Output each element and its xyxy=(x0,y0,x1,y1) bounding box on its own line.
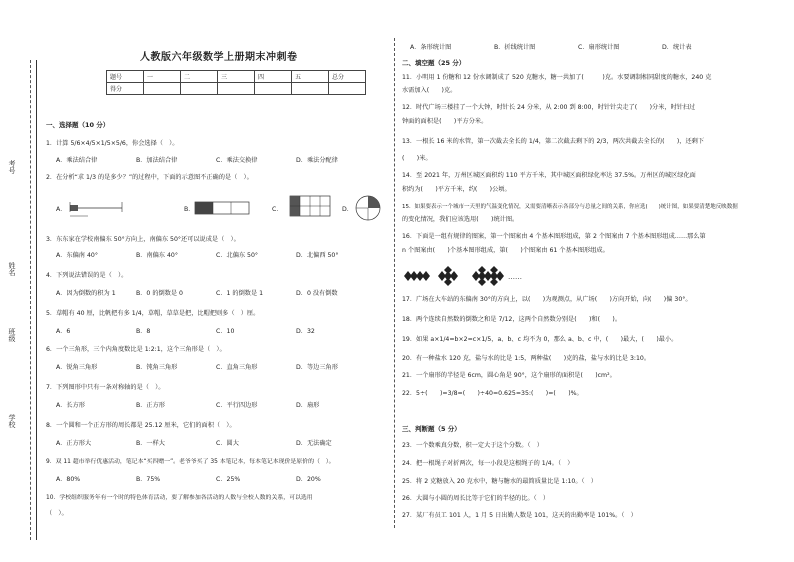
q3-options xyxy=(56,252,386,260)
question-5: 5．草帽有 40 厘，比帆把有多 1/4，草帽，草草是把，比帽把则多（ ）厘。 xyxy=(46,310,260,317)
q1-option-d[interactable]: D．乘法分配律 xyxy=(296,157,338,164)
question-8: 8．一个圆和一个正方形的周长都是 25.12 厘米，它们的面积（ ）。 xyxy=(46,422,236,429)
q4-options xyxy=(56,290,386,298)
q5-option-c[interactable]: C．10 xyxy=(216,328,235,335)
score-cell: 总分 xyxy=(329,71,366,83)
q9-option-d[interactable]: D．20% xyxy=(296,476,321,483)
q1-option-a[interactable]: A．乘法结合律 xyxy=(56,157,98,164)
q4-option-a[interactable]: A．因为倒数的积为 1 xyxy=(56,290,116,297)
q8-options xyxy=(56,440,386,448)
question-12: 12．时代广场三楼挂了一个大钟，时针长 24 分米，从 2:00 到 8:00，时针针尖走了( )分米，时针扫过 xyxy=(402,104,696,111)
q10-option-c[interactable]: C．扇形统计图 xyxy=(578,44,620,51)
q9-options xyxy=(56,476,386,484)
q1-option-b[interactable]: B．加法结合律 xyxy=(136,157,178,164)
question-27: 27．某厂有员工 101 人，1 月 5 日出勤人数是 101，这天的出勤率是 101%。（ ） xyxy=(402,512,637,519)
section-heading-judge: 三、判断题（5 分） xyxy=(402,425,461,433)
q2-option-a[interactable]: A． xyxy=(56,206,67,213)
q4-option-b[interactable]: B．0 的倒数是 0 xyxy=(136,290,183,297)
question-20: 20．有一种盐水 120 克，盐与水的比是 1:5，两种盐( )克的盐，盐与水的比是 3:10。 xyxy=(402,355,651,362)
q9-option-c[interactable]: C．25% xyxy=(216,476,241,483)
question-6: 6．一个三角形，三个内角度数比是 1:2:1，这个三角形是（ ）。 xyxy=(46,346,226,353)
question-23: 23．一个数乘真分数，积一定大于这个分数。（ ） xyxy=(402,442,543,449)
section-heading-choice: 一、选择题（10 分） xyxy=(46,121,110,129)
question-26: 26．大圆与小圆的周长比等于它们的半径的比。（ ） xyxy=(402,495,550,502)
binding-dashed-line xyxy=(30,60,31,540)
q7-option-a[interactable]: A．长方形 xyxy=(56,402,85,409)
question-21: 21．一个扇形的半径是 6cm，圆心角是 90°，这个扇形的面积是( )cm²。 xyxy=(402,372,616,379)
q5-option-b[interactable]: B．8 xyxy=(136,328,151,335)
q8-option-d[interactable]: D．无法确定 xyxy=(296,440,332,447)
question-12-cont: 钟面的面积是( )平方分米。 xyxy=(402,118,488,125)
q4-option-c[interactable]: C．1 的倒数是 1 xyxy=(216,290,264,297)
question-4: 4．下列说法错误的是（ ）。 xyxy=(46,272,128,279)
q10-option-b[interactable]: B．折线统计图 xyxy=(494,44,536,51)
score-cell: 二 xyxy=(181,71,218,83)
q2-figure-a xyxy=(68,196,124,222)
question-1: 1．计算 5/6×4/5×1/5×5/6，你会选择（ ）。 xyxy=(46,140,179,147)
q10-options xyxy=(410,44,780,52)
score-cell: 得分 xyxy=(107,83,144,95)
question-9: 9．双 11 超市举行优惠活动，笔记本“买四赠一”。老爷爷买了 35 本笔记本，每本笔记本现价是原价的（ ）。 xyxy=(46,459,335,465)
question-16-cont: n 个图案由( )个基本图形组成，第( )个图案由 61 个基本图形组成。 xyxy=(402,247,609,254)
column-divider xyxy=(394,38,395,528)
question-15-cont: 的变化情况，我们应该选用( )统计图。 xyxy=(402,216,519,223)
score-cell: 四 xyxy=(255,71,292,83)
q9-option-a[interactable]: A．80% xyxy=(56,476,81,483)
score-input-cell[interactable] xyxy=(292,83,329,95)
question-19: 19．如果 a×1/4=b×2=c×1/5，a、b、c 均不为 0，那么 a、b、c 中，( )最大，( )最小。 xyxy=(402,336,678,343)
q3-option-c[interactable]: C．北偏东 50° xyxy=(216,252,259,259)
score-input-cell[interactable] xyxy=(255,83,292,95)
score-cell: 题号 xyxy=(107,71,144,83)
q10-option-a[interactable]: A．条形统计图 xyxy=(410,44,452,51)
question-11: 11．小明用 1 份糖和 12 份水调制成了 520 克糖水，糖一共加了( )克。水要调制相同甜度的糖水，240 克 xyxy=(402,74,712,81)
q5-option-d[interactable]: D．32 xyxy=(296,328,315,335)
q6-options xyxy=(56,364,386,372)
question-7: 7．下列图形中只有一条对称轴的是（ ）。 xyxy=(46,384,165,391)
q7-option-b[interactable]: B．正方形 xyxy=(136,402,165,409)
score-cell: 三 xyxy=(218,71,255,83)
q3-option-d[interactable]: D．北偏西 50° xyxy=(296,252,339,259)
question-16: 16．下面是一组有规律的图案，第一个图案由 4 个基本图形组成，第 2 个图案由 7 个基本图形组成……那么第 xyxy=(402,233,706,240)
question-14-cont: 积约为( )平方千米，约( )公顷。 xyxy=(402,186,511,193)
score-input-cell[interactable] xyxy=(218,83,255,95)
q6-option-d[interactable]: D．等边三角形 xyxy=(296,364,338,371)
q5-options xyxy=(56,328,386,336)
question-25: 25．将 2 克糖放入 20 克水中，糖与糖水的最简质量比是 1:10。（ ） xyxy=(402,478,597,485)
score-input-cell[interactable] xyxy=(144,83,181,95)
q6-option-b[interactable]: B．钝角三角形 xyxy=(136,364,178,371)
q8-option-a[interactable]: A．正方形大 xyxy=(56,440,92,447)
score-cell: 五 xyxy=(292,71,329,83)
question-13-cont: ( )米。 xyxy=(402,155,432,162)
question-17: 17．广场在大车站的东偏南 30°的方向上，以( )为观测点，从广场( )方向开始，向( )偏 30°。 xyxy=(402,296,692,303)
q8-option-c[interactable]: C．圆大 xyxy=(216,440,239,447)
q6-option-c[interactable]: C．直角三角形 xyxy=(216,364,258,371)
question-15: 15．如果要表示一个城市一天里的气温变化情况，又需要清晰表示各部分与总量之间的关系，你应选( )统计图，如果要清楚地反映数据 xyxy=(402,204,738,210)
q9-option-b[interactable]: B．75% xyxy=(136,476,161,483)
score-input-cell[interactable] xyxy=(329,83,366,95)
q1-option-c[interactable]: C．乘法交换律 xyxy=(216,157,258,164)
binding-label-name: 姓名 xyxy=(8,262,16,276)
q16-pattern-figure xyxy=(400,266,530,286)
question-13: 13．一根长 16 米的水管，第一次截去全长的 1/4，第二次截去剩下的 2/3，两次共截去全长的( )，还剩下 xyxy=(402,138,705,145)
question-22: 22．5÷( )=3/8=( )÷40=0.625=35:( )=( )%。 xyxy=(402,390,583,397)
q2-figure-c xyxy=(284,194,334,220)
question-10: 10．学校组织服务年有一个时的特色体育活动，要了解参加各活动的人数与全校人数的关系，可以选用 xyxy=(46,495,313,501)
q6-option-a[interactable]: A．锐角三角形 xyxy=(56,364,98,371)
q8-option-b[interactable]: B．一样大 xyxy=(136,440,165,447)
score-input-cell[interactable] xyxy=(181,83,218,95)
binding-label-exam-no: 考号 xyxy=(8,160,16,174)
binding-solid-line xyxy=(36,60,37,540)
q4-option-d[interactable]: D．0 没有倒数 xyxy=(296,290,338,297)
binding-label-school: 学校 xyxy=(8,414,16,428)
score-table-header-row xyxy=(107,71,366,83)
q5-option-a[interactable]: A．6 xyxy=(56,328,71,335)
page-title: 人教版六年级数学上册期末冲刺卷 xyxy=(140,52,298,63)
q2-figure-d xyxy=(354,194,384,222)
section-heading-fill: 二、填空题（25 分） xyxy=(402,59,466,67)
q3-option-b[interactable]: B．南偏东 40° xyxy=(136,252,178,259)
q1-options xyxy=(56,157,386,165)
q2-option-c[interactable]: C． xyxy=(272,206,283,213)
question-3: 3．东东家在学校南偏东 50°方向上，南偏东 50°还可以说成是（ ）。 xyxy=(46,236,240,243)
q10-option-d[interactable]: D．统计表 xyxy=(662,44,692,51)
score-cell: 一 xyxy=(144,71,181,83)
q2-figure-b xyxy=(194,198,252,220)
score-table-score-row xyxy=(107,83,366,95)
question-10-cont: （ ）。 xyxy=(46,510,68,517)
q7-option-c[interactable]: C．平行四边形 xyxy=(216,402,258,409)
q7-options xyxy=(56,402,386,410)
svg-text:……: …… xyxy=(508,273,522,281)
question-18: 18．两个连续自然数的倒数之和是 7/12，这两个自然数分别是( )和( )。 xyxy=(402,316,622,323)
question-11-cont: 水需加入( )克。 xyxy=(402,87,457,94)
question-2: 2．在分析“求 1/3 的是多少？”的过程中，下面的示意图不正确的是（ ）。 xyxy=(46,174,253,181)
binding-label-class: 班级 xyxy=(8,328,16,342)
q7-option-d[interactable]: D．扇形 xyxy=(296,402,320,409)
q2-option-b[interactable]: B． xyxy=(184,206,195,213)
q3-option-a[interactable]: A．东偏南 40° xyxy=(56,252,98,259)
question-14: 14．至 2021 年，万州区城区面积约 110 平方千米，其中城区面积绿化率达 37.5%。万州区的城区绿化面 xyxy=(402,172,696,179)
question-24: 24．把一根绳子对折两次，每一小段是这根绳子的 1/4。（ ） xyxy=(402,460,574,467)
q2-option-d[interactable]: D． xyxy=(342,206,353,213)
score-table xyxy=(106,70,366,95)
